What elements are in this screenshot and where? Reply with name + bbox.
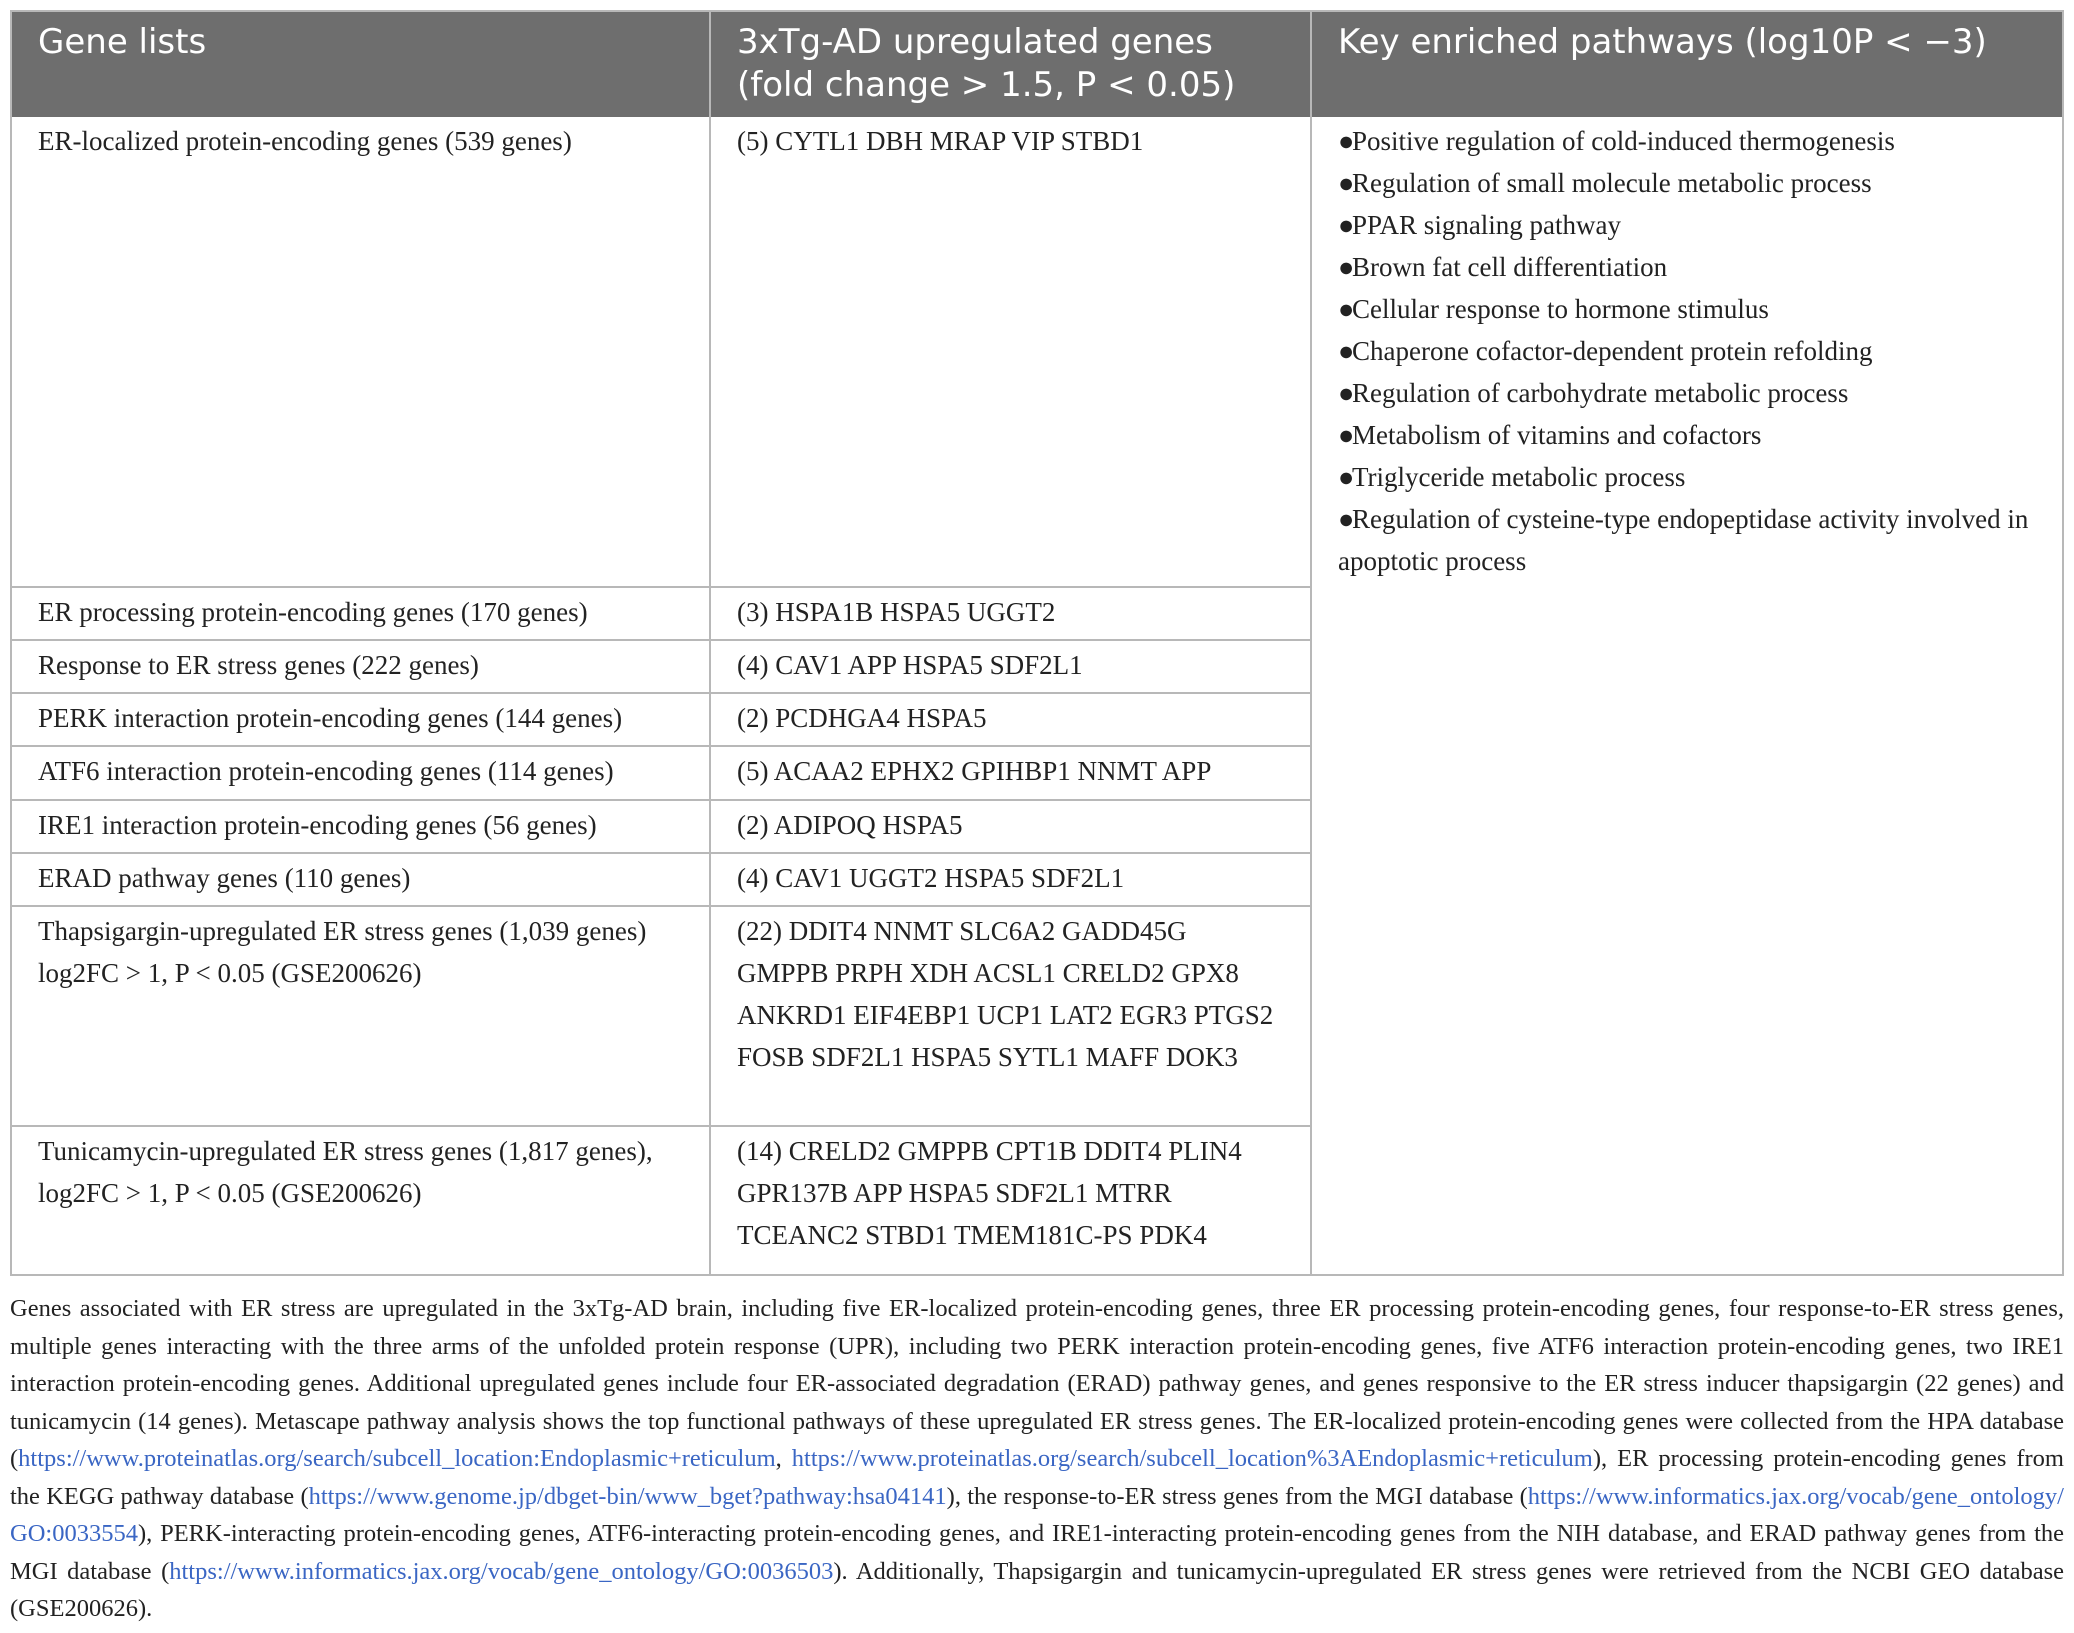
gene-list-cell: ER-localized protein-encoding genes (539 genes): [12, 117, 710, 587]
gene-table-grid: [12, 12, 2062, 1274]
bullet-icon: ●: [1338, 336, 1355, 366]
bullet-icon: ●: [1338, 294, 1355, 324]
pathway-text: Chaperone cofactor-dependent protein refolding: [1352, 336, 1873, 366]
pathways-cell: [1311, 117, 2062, 1274]
table-caption: [10, 1290, 2064, 1628]
pathway-item: [1338, 498, 2036, 582]
header-upregulated-genes: 3xTg-AD upregulated genes (fold change > 1.5, P < 0.05): [710, 12, 1311, 117]
gene-list-cell: Response to ER stress genes (222 genes): [12, 640, 710, 693]
gene-list-cell: Tunicamycin-upregulated ER stress genes (1,817 genes), log2FC > 1, P < 0.05 (GSE200626): [12, 1126, 710, 1274]
genes-cell: (22) DDIT4 NNMT SLC6A2 GADD45G GMPPB PRPH XDH ACSL1 CRELD2 GPX8 ANKRD1 EIF4EBP1 UCP1 LAT2 EGR3 PTGS2 FOSB SDF2L1 HSPA5 SYTL1 MAFF DOK3: [710, 906, 1311, 1126]
genes-cell: (5) CYTL1 DBH MRAP VIP STBD1: [710, 117, 1311, 587]
pathway-text: Regulation of small molecule metabolic process: [1352, 168, 1872, 198]
gene-list-cell: Thapsigargin-upregulated ER stress genes (1,039 genes) log2FC > 1, P < 0.05 (GSE200626): [12, 906, 710, 1126]
caption-text: ), ER processing protein-encoding genes from the KEGG pathway database (: [10, 1445, 2064, 1510]
pathway-text: Regulation of carbohydrate metabolic process: [1352, 378, 1849, 408]
genes-cell: (2) PCDHGA4 HSPA5: [710, 693, 1311, 746]
header-enriched-pathways: Key enriched pathways (log10P < −3): [1311, 12, 2062, 117]
bullet-icon: ●: [1338, 210, 1355, 240]
gene-list-cell: ER processing protein-encoding genes (170 genes): [12, 587, 710, 640]
mgi-link-1[interactable]: https://www.informatics.jax.org/vocab/gene_ontology/GO:0033554: [10, 1482, 2064, 1547]
gene-list-cell: ERAD pathway genes (110 genes): [12, 853, 710, 906]
pathway-item: [1338, 120, 2036, 162]
pathway-text: Metabolism of vitamins and cofactors: [1352, 420, 1762, 450]
bullet-icon: ●: [1338, 420, 1355, 450]
pathway-item: [1338, 246, 2036, 288]
pathway-text: PPAR signaling pathway: [1352, 210, 1622, 240]
bullet-icon: ●: [1338, 378, 1355, 408]
pathway-text: Brown fat cell differentiation: [1352, 252, 1668, 282]
pathway-item: [1338, 456, 2036, 498]
caption-text: ). Additionally, Thapsigargin and tunicamycin-upregulated ER stress genes were retrieved from the NCBI GEO database (GSE200626).: [10, 1557, 2064, 1622]
pathway-text: Regulation of cysteine-type endopeptidase activity involved in apoptotic process: [1338, 504, 2029, 576]
bullet-icon: ●: [1338, 126, 1355, 156]
pathway-item: [1338, 204, 2036, 246]
mgi-link-2[interactable]: https://www.informatics.jax.org/vocab/gene_ontology/GO:0036503: [169, 1557, 834, 1585]
pathway-item: [1338, 372, 2036, 414]
caption-separator: ,: [775, 1445, 792, 1472]
pathway-item: [1338, 414, 2036, 456]
pathway-text: Positive regulation of cold-induced thermogenesis: [1352, 126, 1895, 156]
pathway-item: [1338, 162, 2036, 204]
pathway-item: [1338, 330, 2036, 372]
genes-cell: (14) CRELD2 GMPPB CPT1B DDIT4 PLIN4 GPR137B APP HSPA5 SDF2L1 MTRR TCEANC2 STBD1 TMEM181C-PS PDK4: [710, 1126, 1311, 1274]
gene-list-cell: PERK interaction protein-encoding genes (144 genes): [12, 693, 710, 746]
header-gene-lists: Gene lists: [12, 12, 710, 117]
genes-cell: (2) ADIPOQ HSPA5: [710, 800, 1311, 853]
bullet-icon: ●: [1338, 462, 1355, 492]
bullet-icon: ●: [1338, 168, 1355, 198]
table-row: [12, 117, 2062, 587]
caption-text: ), the response-to-ER stress genes from the MGI database (: [946, 1482, 1528, 1510]
kegg-link[interactable]: https://www.genome.jp/dbget-bin/www_bget?pathway:hsa04141: [308, 1482, 947, 1510]
gene-table: [10, 10, 2064, 1276]
genes-cell: (5) ACAA2 EPHX2 GPIHBP1 NNMT APP: [710, 746, 1311, 800]
gene-list-cell: IRE1 interaction protein-encoding genes (56 genes): [12, 800, 710, 853]
table-header-row: [12, 12, 2062, 117]
pathway-text: Cellular response to hormone stimulus: [1352, 294, 1769, 324]
caption-text: Genes associated with ER stress are upregulated in the 3xTg-AD brain, including five ER-localized protein-encoding genes, three ER processing protein-encoding genes, four response-to-ER stress genes, multiple genes interacting with the three arms of the unfolded protein response (UPR), including two PERK interaction protein-encoding genes, five ATF6 interaction protein-encoding genes, two IRE1 interaction protein-encoding genes. Additional upregulated genes include four ER-associated degradation (ERAD) pathway genes, and genes responsive to the ER stress inducer thapsigargin (22 genes) and tunicamycin (14 genes). Metascape pathway analysis shows the top functional pathways of these upregulated ER stress genes. The ER-localized protein-encoding genes were collected from the HPA database (: [10, 1295, 2064, 1472]
genes-cell: (4) CAV1 UGGT2 HSPA5 SDF2L1: [710, 853, 1311, 906]
hpa-link-1[interactable]: https://www.proteinatlas.org/search/subcell_location:Endoplasmic+reticulum: [18, 1445, 776, 1472]
gene-list-cell: ATF6 interaction protein-encoding genes (114 genes): [12, 746, 710, 800]
pathway-text: Triglyceride metabolic process: [1352, 462, 1686, 492]
genes-cell: (4) CAV1 APP HSPA5 SDF2L1: [710, 640, 1311, 693]
bullet-icon: ●: [1338, 504, 1355, 534]
bullet-icon: ●: [1338, 252, 1355, 282]
caption-text: ), PERK-interacting protein-encoding genes, ATF6-interacting protein-encoding genes, and IRE1-interacting protein-encoding genes from the NIH database, and ERAD pathway genes from the MGI database (: [10, 1520, 2064, 1585]
genes-cell: (3) HSPA1B HSPA5 UGGT2: [710, 587, 1311, 640]
pathway-item: [1338, 288, 2036, 330]
hpa-link-2[interactable]: https://www.proteinatlas.org/search/subcell_location%3AEndoplasmic+reticulum: [791, 1445, 1593, 1472]
